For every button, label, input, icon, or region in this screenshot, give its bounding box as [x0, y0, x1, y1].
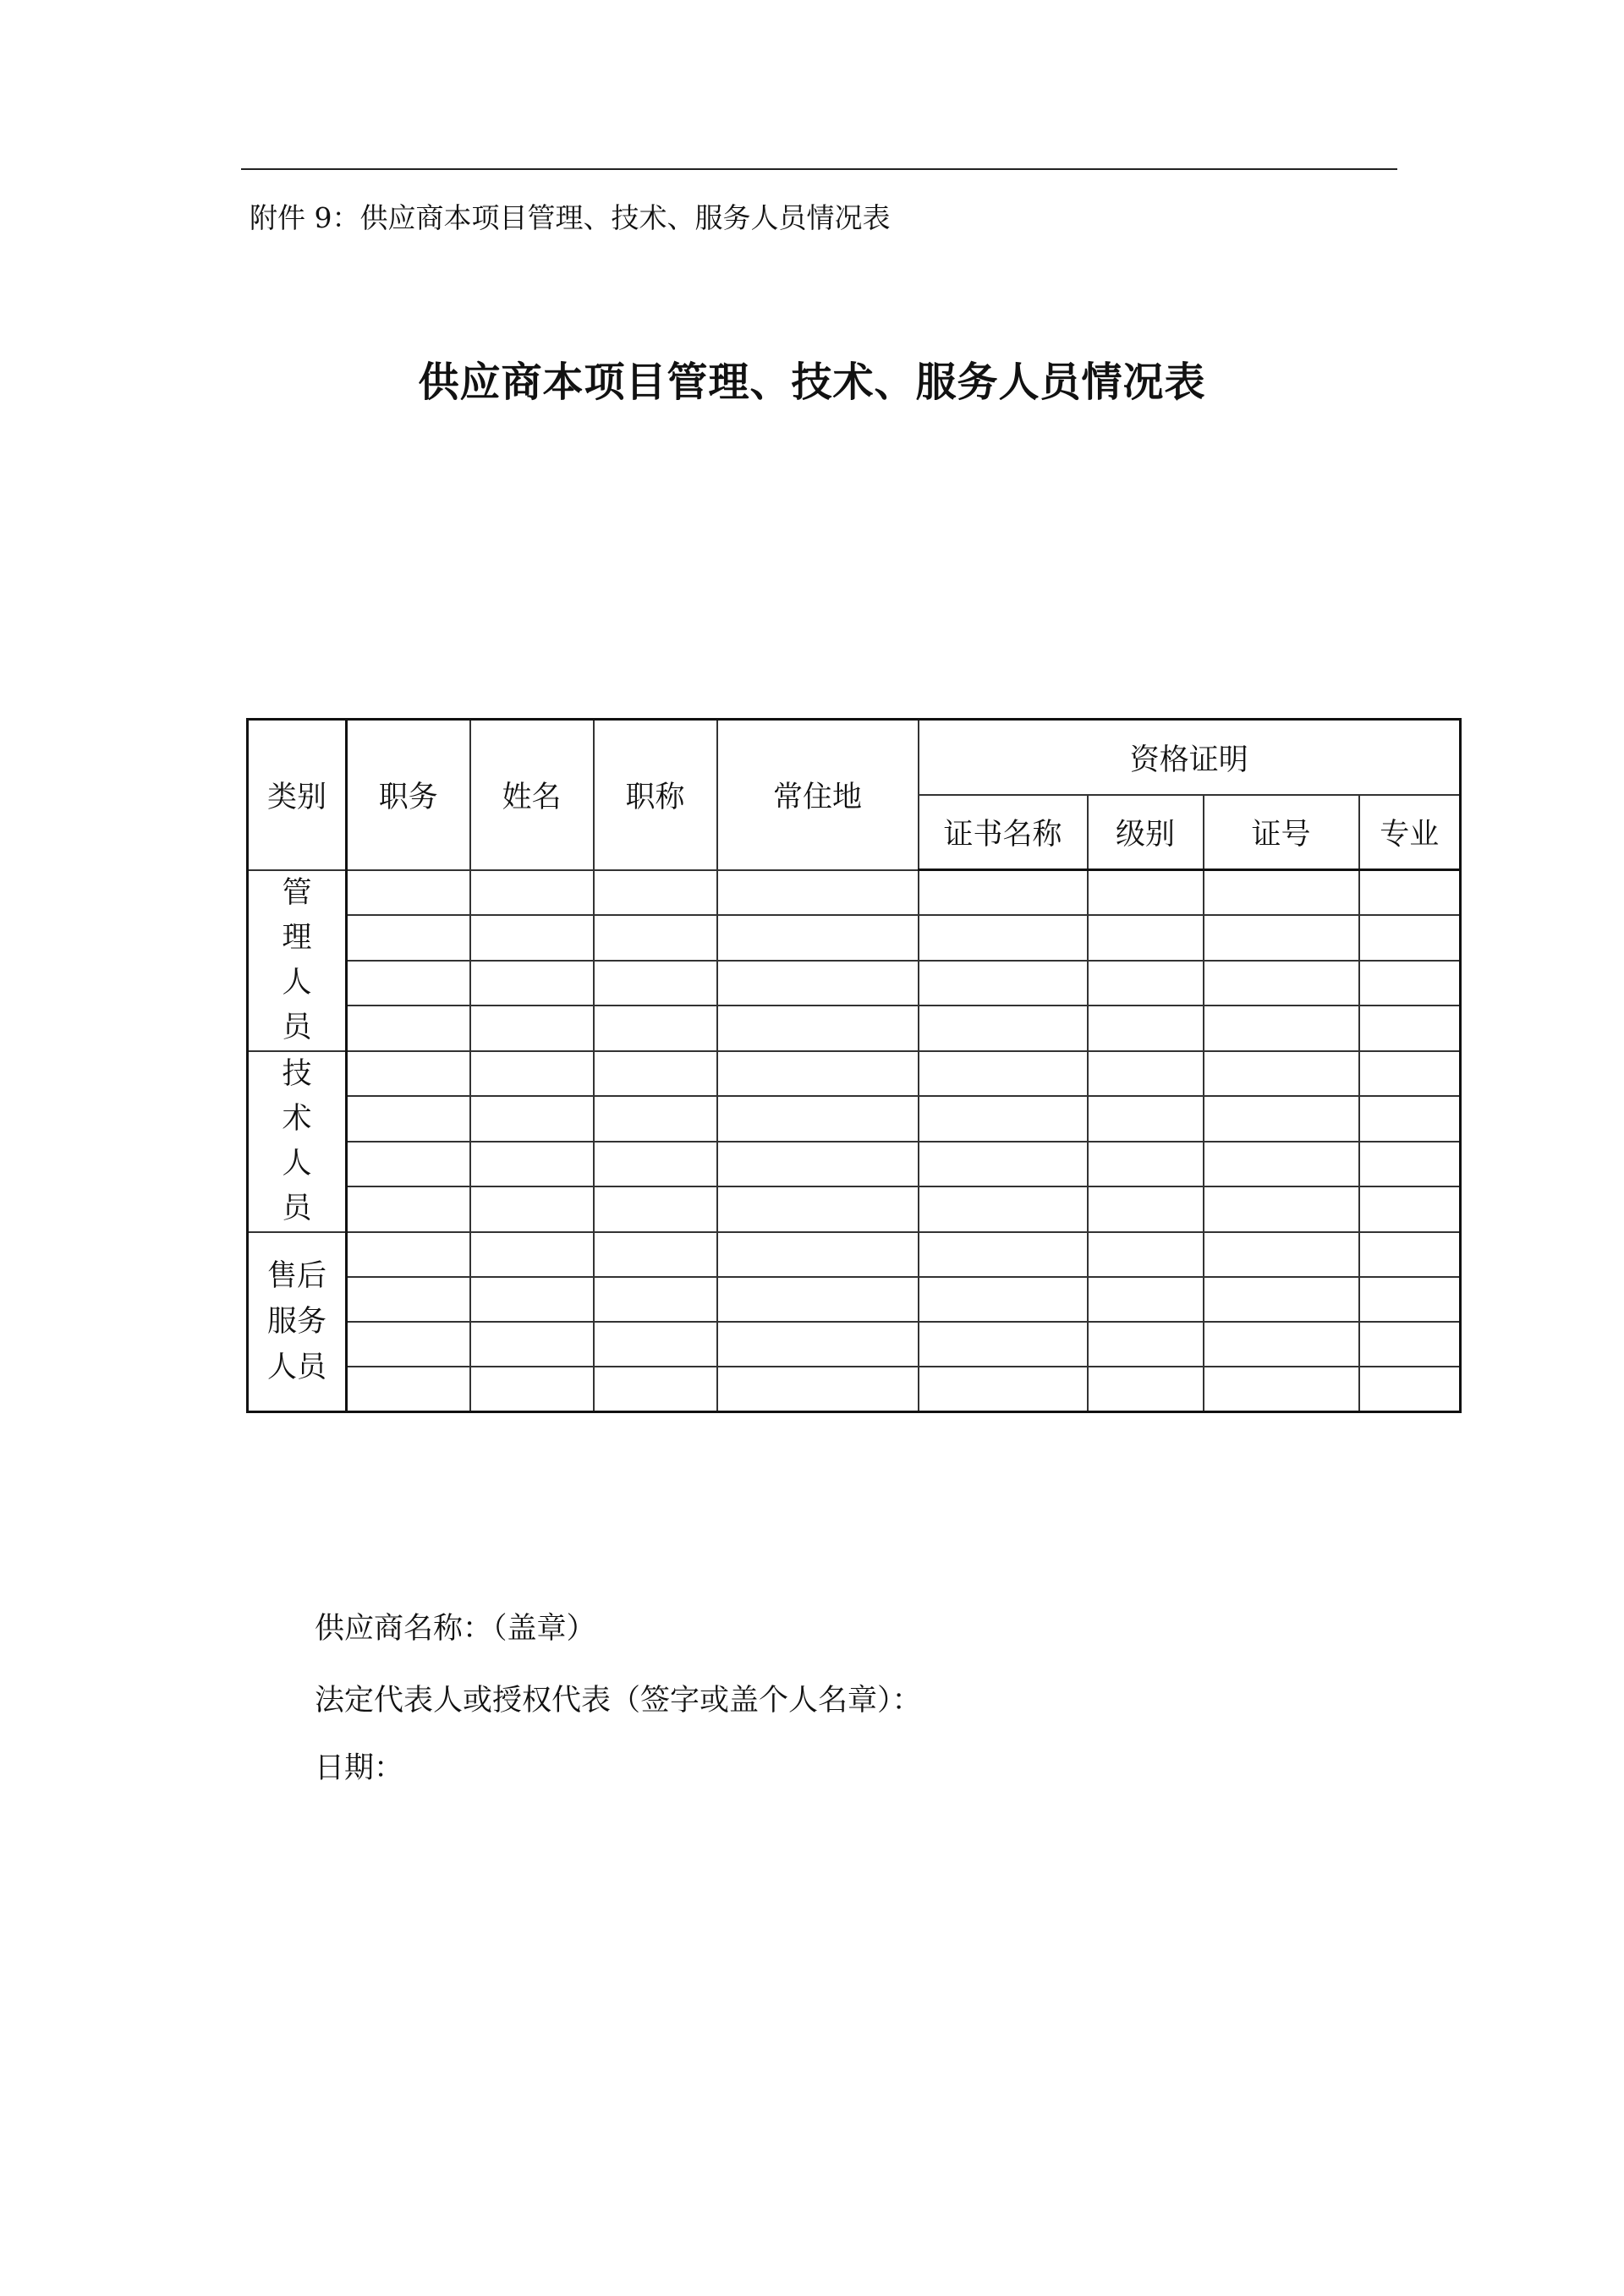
header-certificate-name: 证书名称 — [919, 795, 1088, 870]
table-cell[interactable] — [1359, 915, 1461, 960]
header-category: 类别 — [248, 720, 347, 870]
table-row — [248, 1051, 1461, 1097]
table-cell[interactable] — [1359, 1006, 1461, 1050]
table-cell[interactable] — [717, 1051, 919, 1097]
table-cell[interactable] — [919, 961, 1088, 1006]
table-row — [248, 1322, 1461, 1367]
table-cell[interactable] — [919, 1186, 1088, 1232]
table-cell[interactable] — [1204, 1096, 1359, 1142]
table-cell[interactable] — [1359, 870, 1461, 916]
header-specialty: 专业 — [1359, 795, 1461, 870]
table-cell[interactable] — [919, 1277, 1088, 1322]
footer-supplier-name: 供应商名称：（盖章） — [315, 1612, 596, 1646]
footer-representative: 法定代表人或授权代表（签字或盖个人名章）： — [315, 1684, 922, 1718]
table-cell[interactable] — [717, 1232, 919, 1277]
table-cell[interactable] — [1204, 1232, 1359, 1277]
table-cell[interactable] — [347, 915, 470, 960]
table-row — [248, 1232, 1461, 1277]
table-cell[interactable] — [594, 1232, 717, 1277]
group-label-management — [248, 870, 347, 1051]
table-cell[interactable] — [470, 1142, 594, 1187]
table-cell[interactable] — [1088, 915, 1204, 960]
table-cell[interactable] — [1204, 1367, 1359, 1412]
table-cell[interactable] — [1204, 1186, 1359, 1232]
header-name: 姓名 — [470, 720, 594, 870]
footer-date: 日期： — [315, 1751, 404, 1785]
table-cell[interactable] — [470, 1232, 594, 1277]
table-cell[interactable] — [919, 1051, 1088, 1097]
table-cell[interactable] — [1204, 961, 1359, 1006]
table-row — [248, 961, 1461, 1006]
table-cell[interactable] — [470, 1006, 594, 1050]
table-row — [248, 1186, 1461, 1232]
table-cell[interactable] — [1088, 1142, 1204, 1187]
table-cell[interactable] — [594, 915, 717, 960]
table-cell[interactable] — [1359, 1277, 1461, 1322]
table-row — [248, 1277, 1461, 1322]
table-cell[interactable] — [717, 915, 919, 960]
staff-table — [246, 718, 1462, 1413]
group-label-after-sales-text: 售后服务人员 — [266, 1258, 326, 1384]
table-cell[interactable] — [347, 961, 470, 1006]
table-cell[interactable] — [594, 1096, 717, 1142]
table-cell[interactable] — [1088, 1232, 1204, 1277]
table-row — [248, 1006, 1461, 1050]
header-level: 级别 — [1088, 795, 1204, 870]
table-cell[interactable] — [919, 1006, 1088, 1050]
table-cell[interactable] — [594, 1186, 717, 1232]
table-cell[interactable] — [1359, 1051, 1461, 1097]
table-cell[interactable] — [1088, 1006, 1204, 1050]
table-cell[interactable] — [717, 1186, 919, 1232]
table-cell[interactable] — [347, 1232, 470, 1277]
table-cell[interactable] — [347, 1322, 470, 1367]
table-cell[interactable] — [347, 1186, 470, 1232]
table-cell[interactable] — [347, 1142, 470, 1187]
header-rule — [241, 168, 1397, 170]
table-cell[interactable] — [717, 1367, 919, 1412]
table-row — [248, 870, 1461, 916]
table-cell[interactable] — [1088, 1186, 1204, 1232]
table-cell[interactable] — [594, 1051, 717, 1097]
table-cell[interactable] — [919, 1232, 1088, 1277]
table-cell[interactable] — [1204, 915, 1359, 960]
table-cell[interactable] — [1204, 870, 1359, 916]
table-cell[interactable] — [594, 1322, 717, 1367]
table-cell[interactable] — [470, 961, 594, 1006]
table-cell[interactable] — [919, 870, 1088, 916]
table-cell[interactable] — [919, 1322, 1088, 1367]
table-cell[interactable] — [594, 1367, 717, 1412]
table-cell[interactable] — [347, 1051, 470, 1097]
group-label-technical-text: 技术人员 — [282, 1056, 312, 1225]
table-cell[interactable] — [1359, 1322, 1461, 1367]
table-cell[interactable] — [717, 1322, 919, 1367]
table-cell[interactable] — [1088, 1051, 1204, 1097]
table-cell[interactable] — [1088, 1367, 1204, 1412]
table-cell[interactable] — [1204, 1051, 1359, 1097]
table-cell[interactable] — [470, 1322, 594, 1367]
table-cell[interactable] — [347, 1367, 470, 1412]
table-cell[interactable] — [919, 1096, 1088, 1142]
group-label-management-text: 管理人员 — [282, 875, 312, 1044]
table-cell[interactable] — [1088, 961, 1204, 1006]
table-cell[interactable] — [717, 1142, 919, 1187]
table-cell[interactable] — [1359, 1367, 1461, 1412]
table-cell[interactable] — [1088, 1322, 1204, 1367]
table-cell[interactable] — [919, 915, 1088, 960]
header-qualification: 资格证明 — [919, 720, 1461, 796]
table-cell[interactable] — [594, 870, 717, 916]
table-cell[interactable] — [594, 961, 717, 1006]
table-row — [248, 1367, 1461, 1412]
table-cell[interactable] — [717, 1277, 919, 1322]
table-cell[interactable] — [1204, 1277, 1359, 1322]
table-cell[interactable] — [1088, 1277, 1204, 1322]
table-cell[interactable] — [1359, 1232, 1461, 1277]
table-cell[interactable] — [1359, 1186, 1461, 1232]
table-cell[interactable] — [594, 1006, 717, 1050]
table-cell[interactable] — [717, 870, 919, 916]
table-cell[interactable] — [347, 1277, 470, 1322]
table-cell[interactable] — [717, 1006, 919, 1050]
table-cell[interactable] — [470, 1277, 594, 1322]
header-certificate-number: 证号 — [1204, 795, 1359, 870]
table-cell[interactable] — [1204, 1006, 1359, 1050]
header-residence: 常住地 — [717, 720, 919, 870]
table-cell[interactable] — [594, 1142, 717, 1187]
table-cell[interactable] — [919, 1142, 1088, 1187]
table-cell[interactable] — [347, 1006, 470, 1050]
table-row — [248, 915, 1461, 960]
table-cell[interactable] — [470, 915, 594, 960]
table-cell[interactable] — [470, 1096, 594, 1142]
attachment-label: 附件 9：供应商本项目管理、技术、服务人员情况表 — [250, 201, 891, 234]
table-cell[interactable] — [470, 870, 594, 916]
header-position: 职务 — [347, 720, 470, 870]
header-professional-title: 职称 — [594, 720, 717, 870]
table-cell[interactable] — [470, 1051, 594, 1097]
table-cell[interactable] — [347, 1096, 470, 1142]
table-cell[interactable] — [1204, 1322, 1359, 1367]
table-cell[interactable] — [347, 870, 470, 916]
table-cell[interactable] — [1204, 1142, 1359, 1187]
group-label-after-sales — [248, 1232, 347, 1412]
table-cell[interactable] — [717, 961, 919, 1006]
table-cell[interactable] — [1359, 1096, 1461, 1142]
table-cell[interactable] — [717, 1096, 919, 1142]
table-row — [248, 1142, 1461, 1187]
table-cell[interactable] — [1359, 961, 1461, 1006]
table-cell[interactable] — [470, 1367, 594, 1412]
table-cell[interactable] — [919, 1367, 1088, 1412]
table-cell[interactable] — [1359, 1142, 1461, 1187]
table-cell[interactable] — [470, 1186, 594, 1232]
group-label-technical — [248, 1051, 347, 1232]
table-row — [248, 1096, 1461, 1142]
table-cell[interactable] — [1088, 870, 1204, 916]
table-cell[interactable] — [594, 1277, 717, 1322]
table-cell[interactable] — [1088, 1096, 1204, 1142]
document-title: 供应商本项目管理、技术、服务人员情况表 — [418, 359, 1206, 406]
